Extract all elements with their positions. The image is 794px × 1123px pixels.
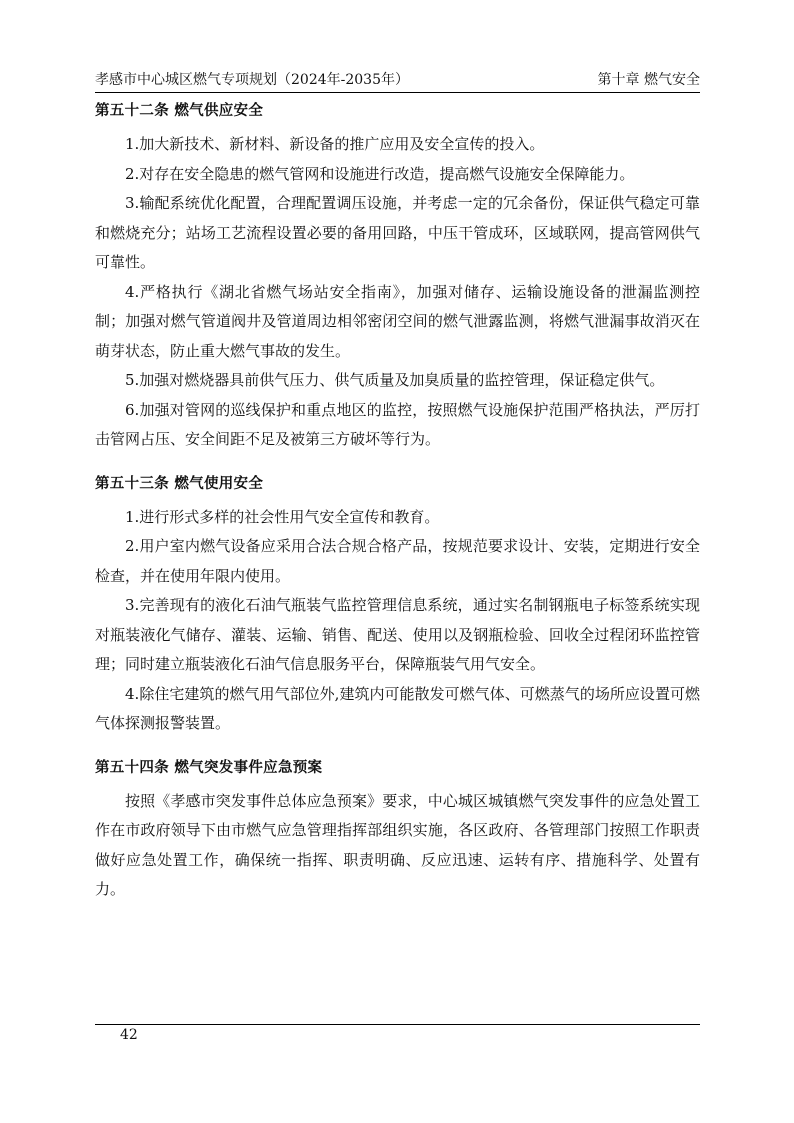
page-header (95, 70, 700, 92)
page-number: 42 (120, 1027, 138, 1043)
paragraph: 按照《孝感市突发事件总体应急预案》要求，中心城区城镇燃气突发事件的应急处置工作在市政府领导下由市燃气应急管理指挥部组织实施，各区政府、各管理部门按照工作职责做好应急处置工作，确保统一指挥、职责明确、反应迅速、运转有序、措施科学、处置有力。 (95, 791, 700, 898)
page-content (95, 96, 700, 919)
section-title: 第五十三条 燃气使用安全 (95, 475, 264, 492)
paragraph: 4.除住宅建筑的燃气用气部位外,建筑内可能散发可燃气体、可燃蒸气的场所应设置可燃气体探测报警装置。 (95, 684, 700, 732)
paragraph: 3.输配系统优化配置，合理配置调压设施，并考虑一定的冗余备份，保证供气稳定可靠和燃烧充分；站场工艺流程设置必要的备用回路，中压干管成环，区域联网，提高管网供气可靠性。 (95, 194, 700, 271)
paragraph: 6.加强对管网的巡线保护和重点地区的监控，按照燃气设施保护范围严格执法，严厉打击管网占压、安全间距不足及被第三方破坏等行为。 (95, 400, 700, 448)
header-chapter-title: 第十章 燃气安全 (597, 72, 700, 88)
paragraph: 4.严格执行《湖北省燃气场站安全指南》，加强对储存、运输设施设备的泄漏监测控制；加强对燃气管道阀井及管道周边相邻密闭空间的燃气泄露监测，将燃气泄漏事故消灭在萌芽状态，防止重大燃气事故的发生。 (95, 282, 700, 360)
section-title: 第五十四条 燃气突发事件应急预案 (95, 759, 323, 776)
paragraph: 3.完善现有的液化石油气瓶装气监控管理信息系统，通过实名制钢瓶电子标签系统实现对瓶装液化气储存、灌装、运输、销售、配送、使用以及钢瓶检验、回收全过程闭环监控管理；同时建立瓶装液化石油气信息服务平台，保障瓶装气用气安全。 (95, 596, 700, 673)
header-divider (95, 92, 700, 93)
section-gas-supply-safety (95, 96, 700, 455)
paragraph: 5.加强对燃烧器具前供气压力、供气质量及加臭质量的监控管理，保证稳定供气。 (125, 371, 665, 389)
section-title: 第五十二条 燃气供应安全 (95, 103, 264, 119)
paragraph: 1.加大新技术、新材料、新设备的推广应用及安全宣传的投入。 (125, 135, 545, 153)
footer-divider (95, 1024, 700, 1025)
paragraph: 2.对存在安全隐患的燃气管网和设施进行改造，提高燃气设施安全保障能力。 (125, 164, 635, 183)
paragraph: 2.用户室内燃气设备应采用合法合规合格产品，按规范要求设计、安装，定期进行安全检查，并在使用年限内使用。 (95, 537, 700, 585)
header-document-title: 孝感市中心城区燃气专项规划（2024年-2035年） (95, 72, 409, 88)
section-emergency-plan (95, 753, 700, 905)
section-gas-use-safety (95, 469, 700, 739)
paragraph: 1.进行形式多样的社会性用气安全宣传和教育。 (125, 507, 440, 526)
